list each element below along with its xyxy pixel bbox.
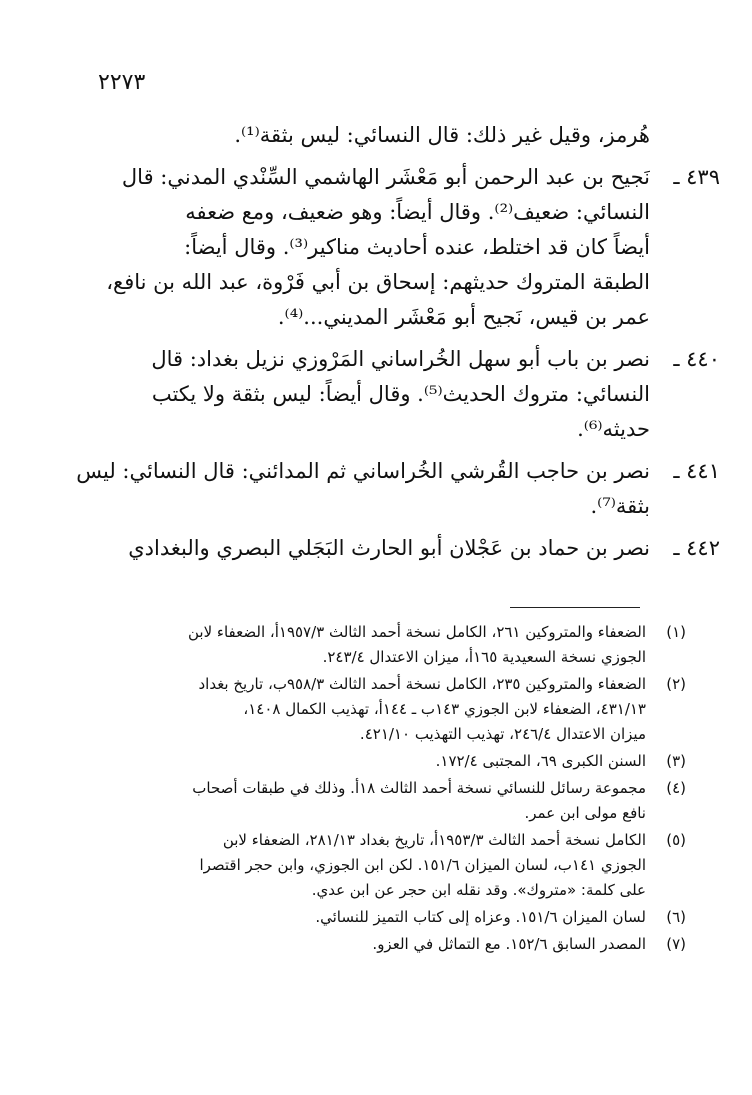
footnote-number: (٧) xyxy=(666,935,686,953)
footnote-number: (٥) xyxy=(666,831,686,849)
footnote xyxy=(98,905,686,930)
footnote xyxy=(98,828,686,903)
footnote-line: السنن الكبرى ٦٩، المجتبى ١٧٢/٤. xyxy=(435,752,646,770)
entry-number: ٤٤١ ـ xyxy=(673,459,720,483)
entry-line: النسائي: ضعيف⁽²⁾. وقال أيضاً: وهو ضعيف، ومع ضعفه xyxy=(185,200,650,224)
footnote-text xyxy=(98,905,646,930)
entry-line: نصر بن حاجب القُرشي الخُراساني ثم المدائني: قال النسائي: ليس xyxy=(76,459,650,483)
footnote-line: نافع مولى ابن عمر. xyxy=(524,804,646,822)
footnote-line: الجوزي ١٤١ب، لسان الميزان ١٥١/٦. لكن ابن الجوزي، وابن حجر اقتصرا xyxy=(199,856,646,874)
footnote-line: الضعفاء والمتروكين ٢٣٥، الكامل نسخة أحمد الثالث ٩٥٨/٣ب، تاريخ بغداد xyxy=(198,675,646,693)
entry xyxy=(98,342,720,447)
footnotes xyxy=(98,620,686,959)
footnote xyxy=(98,776,686,826)
page-number: ٢٢٧٣ xyxy=(98,70,146,95)
entry-line: بثقة⁽⁷⁾. xyxy=(590,494,650,518)
entry-line: نَجيح بن عبد الرحمن أبو مَعْشَر الهاشمي السِّنْدي المدني: قال xyxy=(121,165,650,189)
entries-list xyxy=(76,160,720,566)
entry-text xyxy=(76,454,650,524)
entry-line: أيضاً كان قد اختلط، عنده أحاديث مناكير⁽³⁾. وقال أيضاً: xyxy=(184,235,650,259)
footnote xyxy=(98,932,686,957)
intro-line: هُرمز، وقيل غير ذلك: قال النسائي: ليس بثقة⁽¹⁾. xyxy=(234,123,650,147)
footnote-line: المصدر السابق ١٥٢/٦. مع التماثل في العزو. xyxy=(372,935,646,953)
footnote-line: مجموعة رسائل للنسائي نسخة أحمد الثالث ١٨أ. وذلك في طبقات أصحاب xyxy=(192,779,646,797)
footnote-text xyxy=(98,776,646,826)
entry xyxy=(76,454,720,524)
footnote-line: على كلمة: «متروك». وقد نقله ابن حجر عن ابن عدي. xyxy=(311,881,646,899)
entry-number: ٤٤٠ ـ xyxy=(673,347,720,371)
entry-line: الطبقة المتروك حديثهم: إسحاق بن أبي فَرْوة، عبد الله بن نافع، xyxy=(106,270,650,294)
entry-line: نصر بن حماد بن عَجْلان أبو الحارث البَجَلي البصري والبغدادي xyxy=(128,536,650,560)
footnote-text xyxy=(98,672,646,747)
footnote-line: ميزان الاعتدال ٢٤٦/٤، تهذيب التهذيب ٤٢١/١٠. xyxy=(359,725,646,743)
footnote-line: الضعفاء والمتروكين ٢٦١، الكامل نسخة أحمد الثالث ١٩٥٧/٣أ، الضعفاء لابن xyxy=(188,623,646,641)
entry-text xyxy=(98,160,650,335)
footnote-line: الجوزي نسخة السعيدية ١٦٥أ، ميزان الاعتدال ٢٤٣/٤. xyxy=(322,648,646,666)
footnote xyxy=(98,620,686,670)
entry-line: عمر بن قيس، نَجيح أبو مَعْشَر المديني...⁽⁴⁾. xyxy=(277,305,650,329)
footnote-number: (٤) xyxy=(666,779,686,797)
footnote-text xyxy=(98,749,646,774)
footnote-text xyxy=(98,932,646,957)
entry-number: ٤٤٢ ـ xyxy=(673,536,720,560)
footnote-separator xyxy=(510,607,640,608)
footnote-line: الكامل نسخة أحمد الثالث ١٩٥٣/٣أ، تاريخ بغداد ٢٨١/١٣، الضعفاء لابن xyxy=(222,831,646,849)
entry-line: حديثه⁽⁶⁾. xyxy=(577,417,650,441)
footnote-number: (١) xyxy=(666,623,686,641)
entry xyxy=(98,531,720,566)
footnote xyxy=(98,749,686,774)
footnote-number: (٢) xyxy=(666,675,686,693)
footnote-number: (٦) xyxy=(666,908,686,926)
entry-text xyxy=(98,342,650,447)
entry xyxy=(98,160,720,335)
footnote-line: لسان الميزان ١٥١/٦. وعزاه إلى كتاب التميز للنسائي. xyxy=(315,908,646,926)
entry-number: ٤٣٩ ـ xyxy=(673,165,720,189)
footnote-number: (٣) xyxy=(666,752,686,770)
footnote xyxy=(98,672,686,747)
entry-text xyxy=(98,531,650,566)
footnote-text xyxy=(98,620,646,670)
footnote-text xyxy=(98,828,646,903)
main-text xyxy=(76,118,720,566)
entry-line: نصر بن باب أبو سهل الخُراساني المَرْوزي نزيل بغداد: قال xyxy=(151,347,650,371)
footnote-line: ٤٣١/١٣، الضعفاء لابن الجوزي ١٤٣ب ـ ١٤٤أ، تهذيب الكمال ١٤٠٨، xyxy=(243,700,646,718)
entry-line: النسائي: متروك الحديث⁽⁵⁾. وقال أيضاً: ليس بثقة ولا يكتب xyxy=(151,382,650,406)
